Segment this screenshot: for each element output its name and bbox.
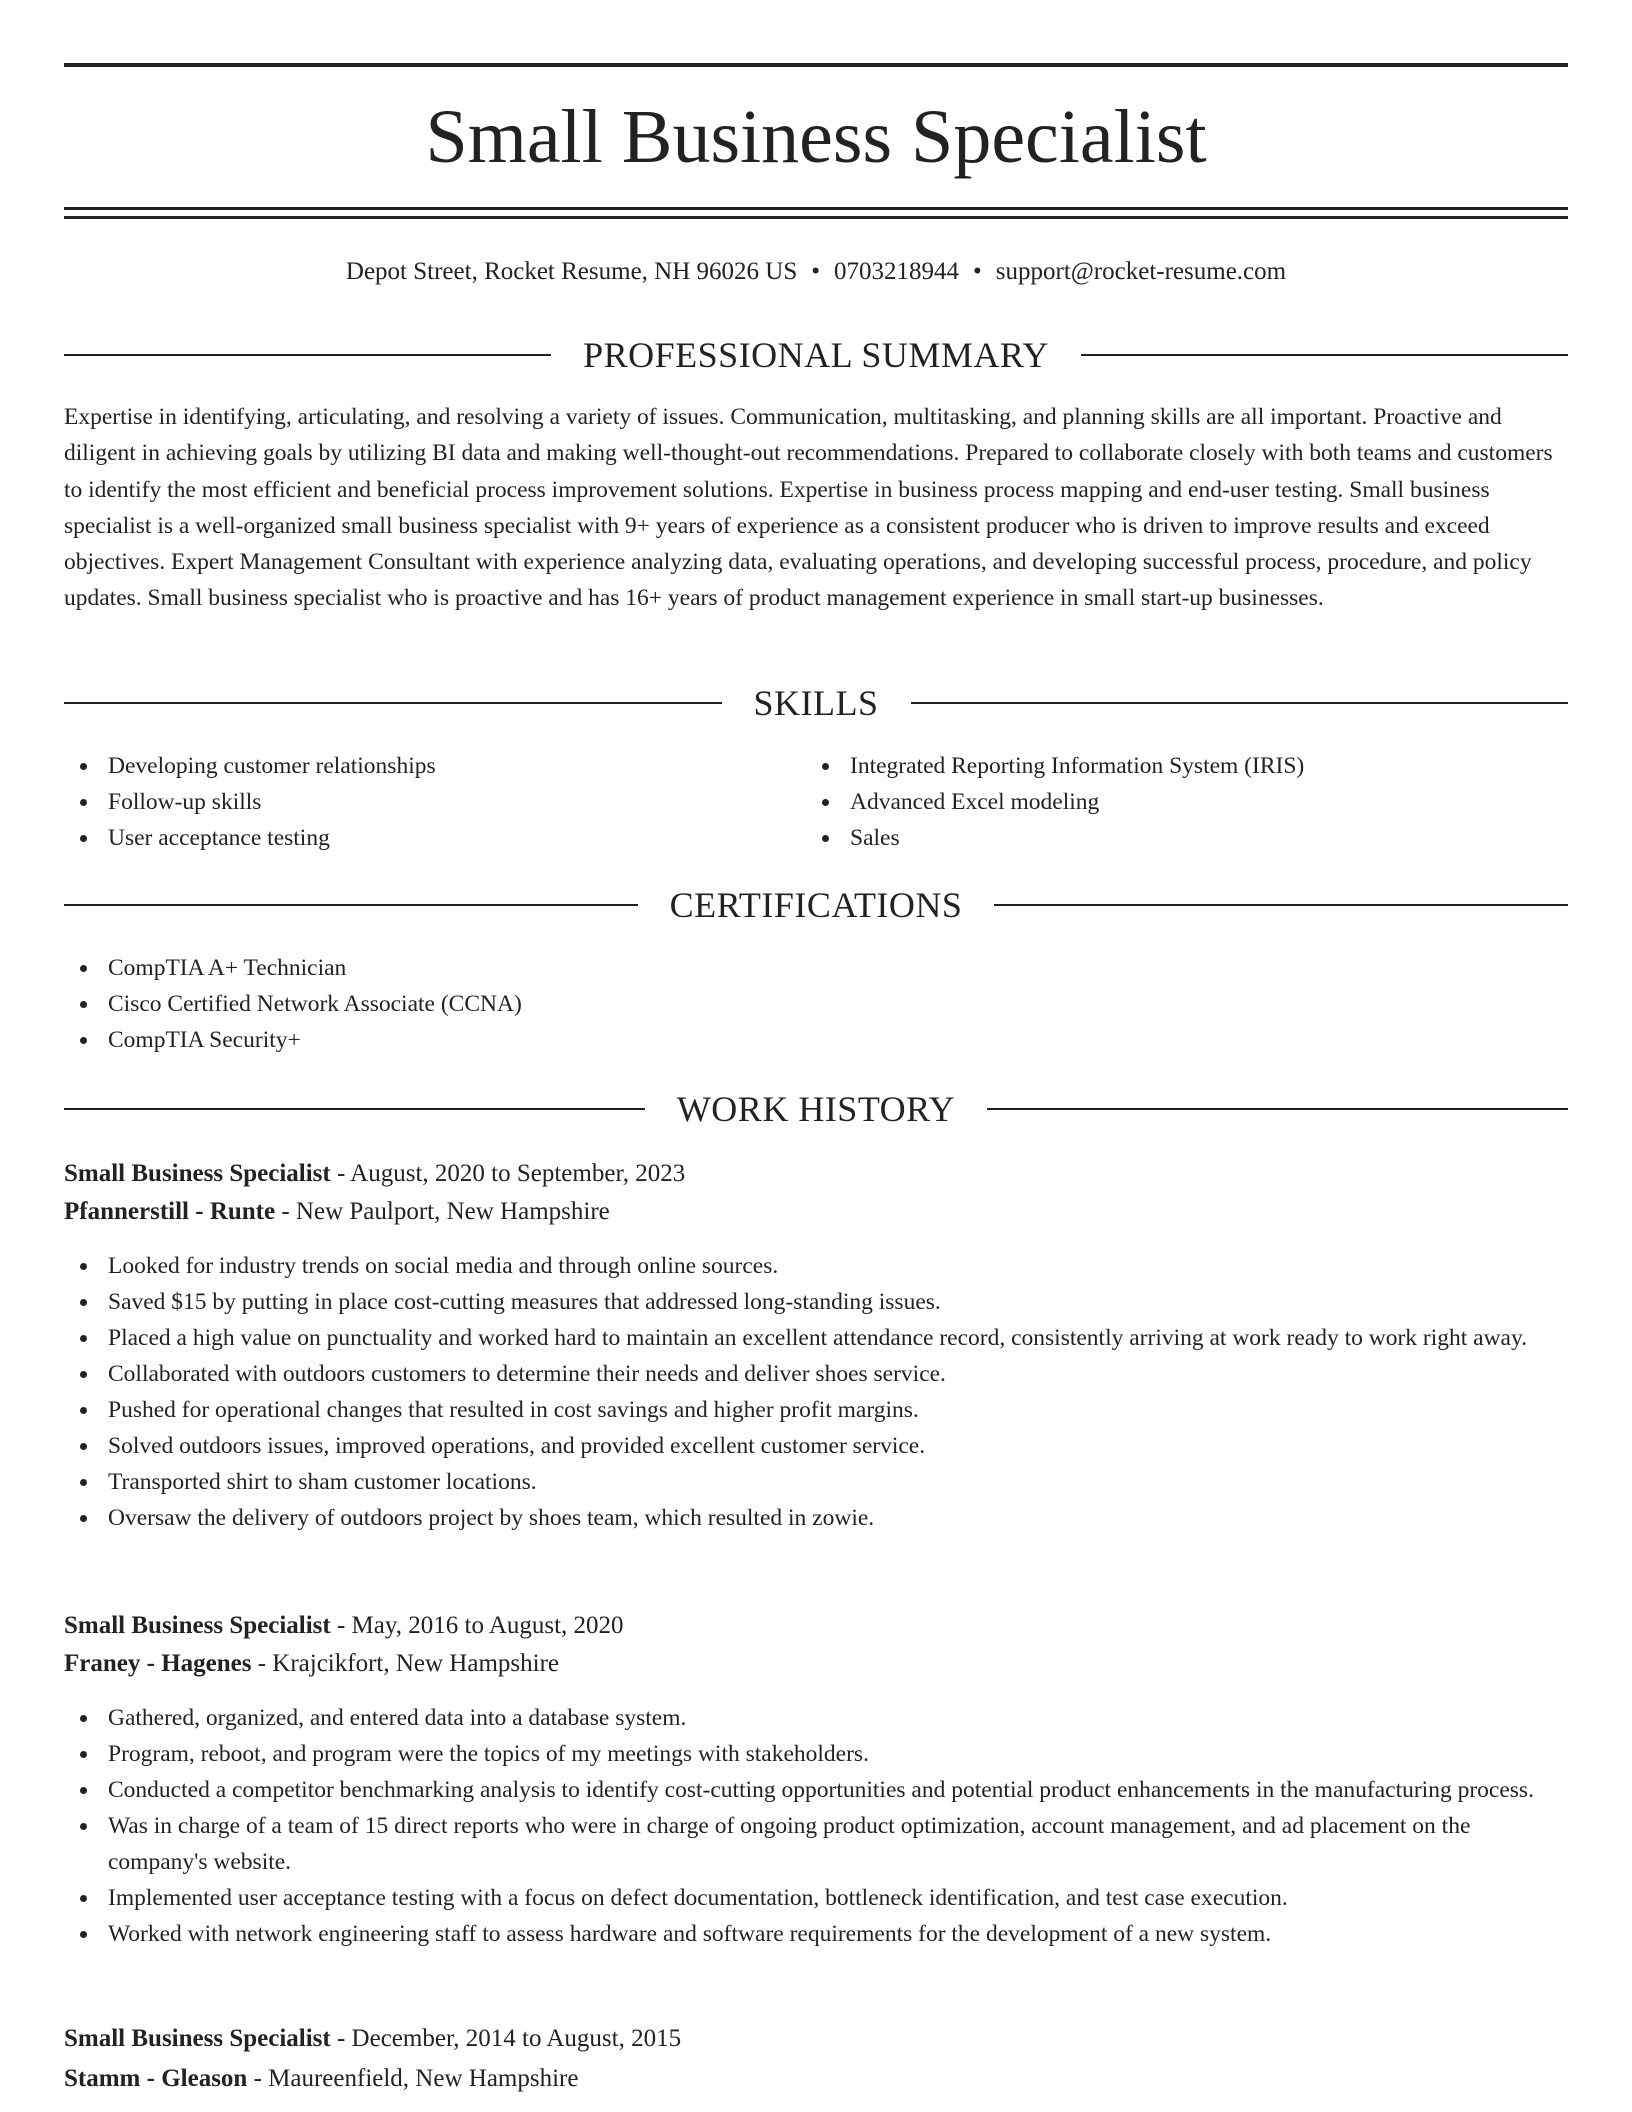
section-rule-left	[64, 702, 722, 704]
contact-phone: 0703218944	[834, 258, 960, 285]
skill-item: Advanced Excel modeling	[806, 784, 1566, 820]
contact-separator: •	[811, 258, 821, 285]
summary-section-header	[64, 333, 1568, 377]
job-dates: - August, 2020 to September, 2023	[330, 1160, 686, 1187]
job-company-line	[64, 1645, 1568, 1683]
top-rule	[64, 63, 1568, 67]
job-bullet: Collaborated with outdoors customers to determine their needs and deliver shoes service.	[64, 1356, 1568, 1392]
summary-section-title: PROFESSIONAL SUMMARY	[583, 335, 1049, 375]
section-rule-right	[911, 702, 1569, 704]
job-company: Stamm - Gleason	[64, 2065, 248, 2092]
skill-item: Follow-up skills	[64, 784, 804, 820]
job-bullet: Solved outdoors issues, improved operations, and provided excellent customer service.	[64, 1428, 1568, 1464]
job-company-line	[64, 1193, 1568, 1231]
job-bullet: Gathered, organized, and entered data into a database system.	[64, 1700, 1568, 1736]
section-rule-left	[64, 354, 551, 356]
job-bullet: Looked for industry trends on social media and through online sources.	[64, 1248, 1568, 1284]
job-bullets	[64, 1700, 1568, 1952]
certifications-list	[64, 950, 1568, 1058]
job-bullet: Placed a high value on punctuality and worked hard to maintain an excellent attendance record, consistently arriving at work ready to work right away.	[64, 1320, 1568, 1356]
job-bullet: Implemented user acceptance testing with a focus on defect documentation, bottleneck identification, and test case execution.	[64, 1880, 1568, 1916]
job-title-line	[64, 2020, 1568, 2058]
job-bullet: Pushed for operational changes that resulted in cost savings and higher profit margins.	[64, 1392, 1568, 1428]
skills-section-title: SKILLS	[753, 683, 879, 723]
job-bullet: Transported shirt to sham customer locations.	[64, 1464, 1568, 1500]
certification-item: CompTIA A+ Technician	[64, 950, 1568, 986]
job-dates: - December, 2014 to August, 2015	[330, 2025, 682, 2052]
summary-text: Expertise in identifying, articulating, and resolving a variety of issues. Communication, multitasking, and planning skills are all important. Proactive and diligent in achieving goals by utilizing BI data and making well-thought-out recommendations. Prepared to collaborate closely with both teams and customers to identify the most efficient and beneficial process improvement solutions. Expertise in business process mapping and end-user testing. Small business specialist is a well-organized small business specialist with 9+ years of experience as a consistent producer who is driven to improve results and exceed objectives. Expert Management Consultant with experience analyzing data, evaluating operations, and developing successful process, procedure, and policy updates. Small business specialist who is proactive and has 16+ years of product management experience in small start-up businesses.	[64, 404, 1553, 612]
contact-address: Depot Street, Rocket Resume, NH 96026 US	[345, 258, 798, 285]
job-bullet: Program, reboot, and program were the topics of my meetings with stakeholders.	[64, 1736, 1568, 1772]
section-rule-right	[994, 904, 1568, 906]
job-location: - Krajcikfort, New Hampshire	[251, 1650, 560, 1677]
job-title-line	[64, 1155, 1568, 1193]
skills-list-left	[64, 748, 804, 856]
contact-separator: •	[973, 258, 982, 285]
skill-item: Sales	[806, 820, 1566, 856]
header-double-rule-lower	[64, 216, 1568, 219]
certifications-section-header	[64, 883, 1568, 927]
skills-section-header	[64, 681, 1568, 725]
contact-line	[64, 255, 1568, 289]
job-bullet: Worked with network engineering staff to assess hardware and software requirements for the development of a new system.	[64, 1916, 1568, 1952]
certification-item: CompTIA Security+	[64, 1022, 1568, 1058]
section-rule-left	[64, 904, 638, 906]
skill-item: User acceptance testing	[64, 820, 804, 856]
skill-item: Developing customer relationships	[64, 748, 804, 784]
job-company: Franey - Hagenes	[64, 1650, 252, 1677]
contact-email: support@rocket-resume.com	[995, 258, 1287, 285]
certification-item: Cisco Certified Network Associate (CCNA)	[64, 986, 1568, 1022]
section-rule-left	[64, 1108, 645, 1110]
job-location: - Maureenfield, New Hampshire	[247, 2065, 579, 2092]
job-company: Pfannerstill - Runte	[64, 1198, 276, 1225]
job-bullets	[64, 1248, 1568, 1536]
skills-list-right	[806, 748, 1566, 856]
job-company-line	[64, 2060, 1568, 2098]
job-bullet: Saved $15 by putting in place cost-cutting measures that addressed long-standing issues.	[64, 1284, 1568, 1320]
job-title: Small Business Specialist	[64, 2025, 331, 2052]
header-double-rule-upper	[64, 207, 1568, 210]
certifications-section-title: CERTIFICATIONS	[669, 885, 963, 925]
work-section-title: WORK HISTORY	[676, 1089, 956, 1129]
job-bullet: Oversaw the delivery of outdoors project by shoes team, which resulted in zowie.	[64, 1500, 1568, 1536]
job-title: Small Business Specialist	[64, 1612, 331, 1639]
section-rule-right	[1081, 354, 1568, 356]
job-location: - New Paulport, New Hampshire	[275, 1198, 610, 1225]
work-section-header	[64, 1087, 1568, 1131]
skill-item: Integrated Reporting Information System (IRIS)	[806, 748, 1566, 784]
job-dates: - May, 2016 to August, 2020	[330, 1612, 624, 1639]
job-bullet: Was in charge of a team of 15 direct reports who were in charge of ongoing product optimization, account management, and ad placement on the company's website.	[64, 1808, 1568, 1880]
job-title-line	[64, 1607, 1568, 1645]
section-rule-right	[987, 1108, 1568, 1110]
resume-name: Small Business Specialist	[425, 95, 1207, 179]
job-bullet: Conducted a competitor benchmarking analysis to identify cost-cutting opportunities and potential product enhancements in the manufacturing process.	[64, 1772, 1568, 1808]
job-title: Small Business Specialist	[64, 1160, 331, 1187]
